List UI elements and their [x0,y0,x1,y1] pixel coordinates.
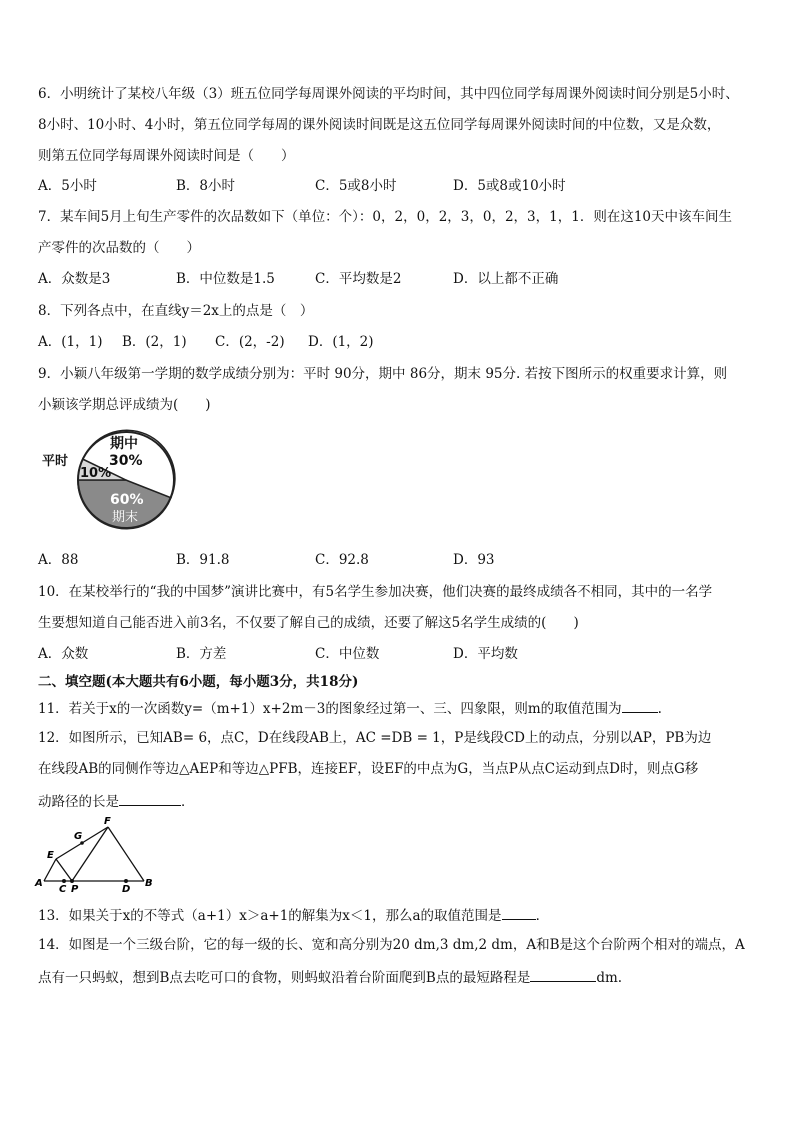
fig-label-p: P [71,884,79,892]
q8-option-b: B．(2，1) [122,334,187,350]
q14-end: dm. [596,970,623,986]
pie-label-qimo: 期末 [112,510,139,525]
q7-option-a: A．众数是3 [38,271,111,287]
pie-label-qizhong: 期中 [110,436,138,452]
q6-line3: 则第五位同学每周课外阅读时间是（ ） [38,148,295,164]
q9-option-b: B．91.8 [176,552,230,568]
q13-text: 13．如果关于x的不等式（a+1）x＞a+1的解集为x＜1，那么a的取值范围是 [38,908,502,924]
q12-answer-blank[interactable] [119,791,181,806]
fig-label-f: F [104,816,111,827]
fig-label-e: E [47,850,54,861]
q12-line2: 在线段AB的同侧作等边△AEP和等边△PFB，连接EF，设EF的中点为G，当点P从点C运动到点D时，则点G移 [38,761,699,777]
q13-answer-blank[interactable] [502,905,536,920]
q6-line1: 6．小明统计了某校八年级（3）班五位同学每周课外阅读的平均时间，其中四位同学每周课外阅读时间分别是5小时、 [38,86,739,102]
q13-end: ． [535,908,550,924]
fig-label-g: G [74,831,83,842]
q9-line1: 9．小颖八年级第一学期的数学成绩分别为：平时 90分，期中 86分，期末 95分. 若按下图所示的权重要求计算，则 [38,366,728,382]
pie-label-pingshi: 平时 [42,454,69,469]
pie-pct-qizhong: 30% [109,453,143,469]
q8-option-d: D．(1，2) [308,334,374,350]
q10-line2: 生要想知道自己能否进入前3名，不仅要了解自己的成绩，还要了解这5名学生成绩的( ) [38,615,579,631]
q7-option-b: B．中位数是1.5 [176,271,275,287]
pie-pct-pingshi: 10% [80,466,112,481]
q8-line1: 8．下列各点中，在直线y＝2x上的点是（ ） [38,303,314,319]
fig-label-b: B [145,878,153,889]
q6-option-c: C．5或8小时 [315,178,397,194]
fig-label-c: C [59,884,67,892]
q9-line2: 小颖该学期总评成绩为( ) [38,397,211,413]
q12-end: ． [181,794,195,810]
fig-label-d: D [122,884,131,892]
q9-pie-chart [36,428,186,532]
q12-line1: 12．如图所示，已知AB= 6，点C，D在线段AB上，AC =DB = 1，P是线段CD上的动点，分别以AP，PB为边 [38,730,712,746]
pie-pct-qimo: 60% [110,492,144,508]
q6-option-a: A．5小时 [38,178,97,194]
q11-line [38,698,662,718]
q14-line2 [38,967,622,987]
q7-option-c: C．平均数是2 [315,271,402,287]
q7-line2: 产零件的次品数的（ ） [38,240,200,256]
q14-text: 点有一只蚂蚁，想到B点去吃可口的食物，则蚂蚁沿着台阶面爬到B点的最短路程是 [38,970,531,986]
q6-line2: 8小时、10小时、4小时，第五位同学每周的课外阅读时间既是这五位同学每周课外阅读时间的中位数，又是众数， [38,117,721,133]
q14-line1: 14．如图是一个三级台阶，它的每一级的长、宽和高分别为20 dm,3 dm,2 dm，A和B是这个台阶两个相对的端点，A [38,937,745,953]
q14-answer-blank[interactable] [530,967,596,982]
fig-label-a: A [35,878,43,889]
q10-option-c: C．中位数 [315,646,380,662]
q8-option-a: A．(1，1) [38,334,103,350]
q7-line1: 7．某车间5月上旬生产零件的次品数如下（单位：个）：0，2，0，2，3，0，2，3，1，1．则在这10天中该车间生 [38,209,732,225]
q11-end: . [657,701,662,717]
q11-answer-blank[interactable] [622,698,658,713]
q10-option-b: B．方差 [176,646,227,662]
section-header-fill-in: 二、填空题(本大题共有6小题，每小题3分，共18分) [38,674,359,690]
q6-option-d: D．5或8或10小时 [453,178,566,194]
q13-line [38,905,549,925]
q9-option-a: A．88 [38,552,79,568]
q10-option-a: A．众数 [38,646,89,662]
q12-text: 动路径的长是 [38,794,119,810]
q10-line1: 10．在某校举行的“我的中国梦”演讲比赛中，有5名学生参加决赛，他们决赛的最终成绩各不相同，其中的一名学 [38,584,713,600]
q8-option-c: C．(2，-2) [215,334,285,350]
q7-option-d: D．以上都不正确 [453,271,559,287]
q6-option-b: B．8小时 [176,178,236,194]
q9-option-c: C．92.8 [315,552,369,568]
q9-option-d: D．93 [453,552,495,568]
q12-geometry-figure [34,814,158,892]
q12-line3 [38,791,195,811]
q10-option-d: D．平均数 [453,646,518,662]
q11-text: 11．若关于x的一次函数y=（m+1）x+2m－3的图象经过第一、三、四象限，则m的取值范围为 [38,701,622,717]
